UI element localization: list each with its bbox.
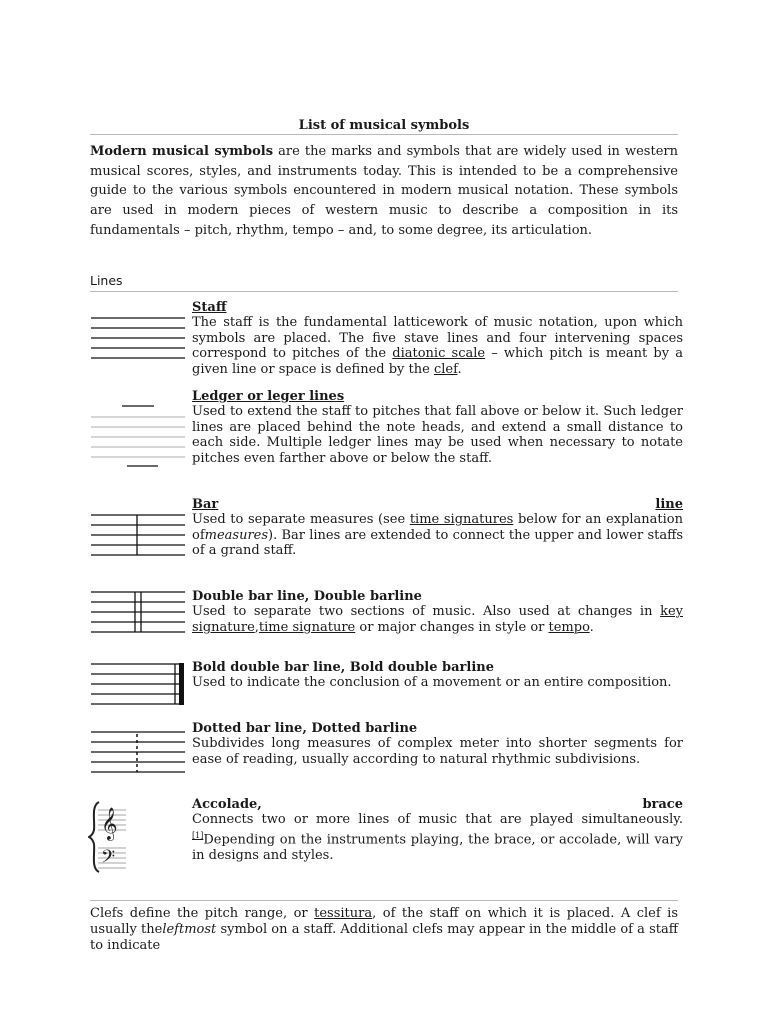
clefs-text-3: symbol on a staff. Additional clefs may appear in the middle of a staff to indicate xyxy=(90,921,679,953)
staff-entry xyxy=(192,300,683,377)
title-divider xyxy=(90,134,678,135)
bar-line-text-1: Used to separate measures (see xyxy=(192,512,410,528)
staff-text-1: The staff is the fundamental latticework of music notation, upon which symbols are placed. The five stave lines and four intervening spaces correspond to pitches of the xyxy=(192,315,683,362)
dotted-bar-line-heading: Dotted bar line, Dotted barline xyxy=(192,721,418,736)
leftmost-emphasis: leftmost xyxy=(162,921,217,937)
section-divider xyxy=(90,291,678,292)
clefs-divider xyxy=(90,900,678,901)
double-text-2: , xyxy=(254,619,259,635)
intro-paragraph xyxy=(90,142,678,241)
bar-line-icon xyxy=(90,513,186,557)
clefs-text-2: , of the staff on which it is placed. A clef is usually the xyxy=(90,906,678,937)
intro-text: are the marks and symbols that are widely used in western musical scores, styles, and instruments today. This is intended to be a comprehensive guide to the various symbols encountered in modern musical notation. These symbols are used in modern pieces of western music to describe a composition in its fundamentals – pitch, rhythm, tempo – and, to some degree, its articulation. xyxy=(90,144,678,238)
clefs-paragraph xyxy=(90,906,678,953)
accolade-text-2: Depending on the instruments playing, the brace, or accolade, will vary in designs and styles. xyxy=(192,832,683,863)
ledger-text: Used to extend the staff to pitches that fall above or below it. Such ledger lines are placed behind the note heads, and extend a small distance to each side. Multiple ledger lines may be used when necessary to notate pitches even farther above or below the staff. xyxy=(192,404,683,466)
double-bar-line-heading: Double bar line, Double barline xyxy=(192,589,422,604)
accolade-entry xyxy=(192,797,683,863)
dotted-text: Subdivides long measures of complex meter into shorter segments for ease of reading, usually according to natural rhythmic subdivisions. xyxy=(192,736,683,767)
svg-text:𝄢: 𝄢 xyxy=(101,847,116,872)
staff-text-3: . xyxy=(457,361,462,377)
double-text-3: or major changes in style or xyxy=(355,619,549,635)
reference-link[interactable]: [1] xyxy=(192,830,204,840)
accolade-brace-icon xyxy=(88,800,128,874)
ledger-entry xyxy=(192,389,683,466)
dotted-bar-line-icon xyxy=(90,730,186,774)
tessitura-link[interactable]: tessitura xyxy=(314,906,373,921)
double-text-1: Used to separate two sections of music. Also used at changes in xyxy=(192,604,661,620)
section-heading-lines: Lines xyxy=(90,273,123,288)
staff-text-2: – which pitch is meant by a given line or space is defined by the xyxy=(192,346,683,377)
accolade-heading-right: brace xyxy=(642,797,683,812)
time-signatures-link[interactable]: time signatures xyxy=(409,512,514,528)
bold-text: Used to indicate the conclusion of a movement or an entire composition. xyxy=(192,675,672,691)
measures-emphasis: measures xyxy=(204,527,269,543)
accolade-heading xyxy=(192,797,683,812)
bold-double-bar-line-entry xyxy=(192,660,683,691)
svg-text:𝄞: 𝄞 xyxy=(101,807,118,840)
clef-link[interactable]: clef xyxy=(433,361,458,377)
bar-line-entry xyxy=(192,497,683,559)
double-bar-line-icon xyxy=(90,590,186,634)
time-signature-link[interactable]: time signature xyxy=(258,619,356,635)
bar-line-heading xyxy=(192,497,683,512)
tempo-link[interactable]: tempo xyxy=(548,619,590,635)
bold-double-bar-line-icon xyxy=(90,662,186,706)
accolade-text-1: Connects two or more lines of music that are played simultaneously. xyxy=(192,812,683,828)
bar-line-text-2: below for an explanation of xyxy=(192,512,684,543)
diatonic-scale-link[interactable]: diatonic scale xyxy=(392,346,486,362)
ledger-lines-icon xyxy=(90,403,186,469)
bold-double-bar-line-heading: Bold double bar line, Bold double barline xyxy=(192,660,495,675)
double-text-4: . xyxy=(589,619,594,635)
ledger-heading: Ledger or leger lines xyxy=(192,389,345,404)
page-title: List of musical symbols xyxy=(298,118,470,133)
bar-line-text-3: ). Bar lines are extended to connect the upper and lower staffs of a grand staff. xyxy=(192,527,683,559)
accolade-heading-left: Accolade, xyxy=(192,797,262,812)
clefs-text-1: Clefs define the pitch range, or xyxy=(90,906,315,921)
staff-heading: Staff xyxy=(192,300,227,315)
bar-line-heading-right: line xyxy=(655,497,683,512)
staff-icon xyxy=(90,316,186,360)
intro-lead: Modern musical symbols xyxy=(90,144,274,159)
key-signature-link[interactable]: key signature xyxy=(192,604,683,635)
bar-line-heading-left: Bar xyxy=(192,497,219,512)
dotted-bar-line-entry xyxy=(192,721,683,767)
double-bar-line-entry xyxy=(192,589,683,635)
